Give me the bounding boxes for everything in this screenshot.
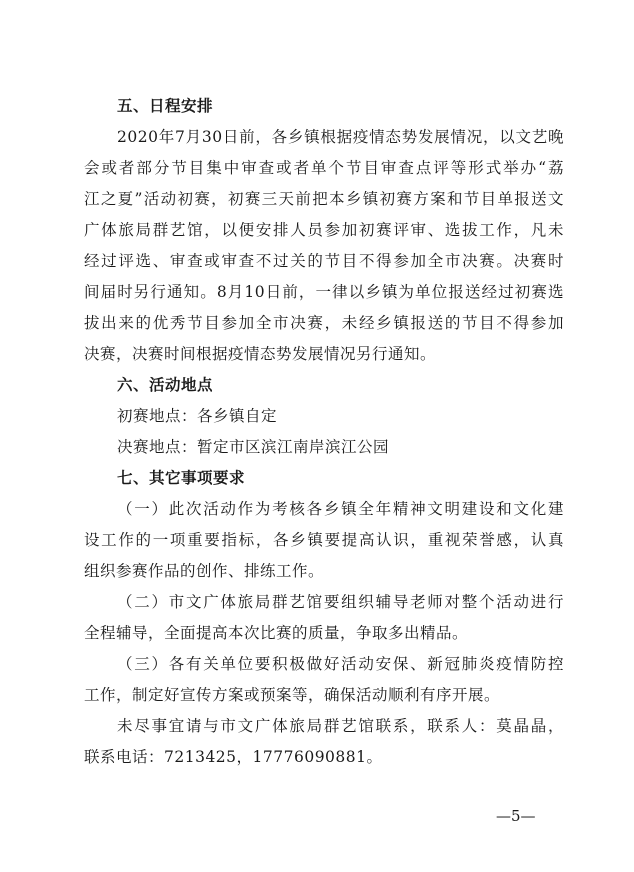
item-line: 工作，制定好宣传方案或预案等，确保活动顺利有序开展。 [84, 686, 501, 704]
prelim-location: 初赛地点：各乡镇自定 [117, 407, 278, 425]
paragraph-line: 会或者部分节目集中审查或者单个节目审查点评等形式举办“荔 [84, 159, 564, 177]
paragraph-line: 决赛，决赛时间根据疫情态势发展情况另行通知。 [84, 345, 437, 363]
final-location: 决赛地点：暂定市区滨江南岸滨江公园 [117, 438, 390, 456]
item-line: （三）各有关单位要积极做好活动安保、新冠肺炎疫情防控 [117, 655, 564, 673]
contact-line: 联系电话：7213425，17776090881。 [84, 748, 383, 766]
contact-line: 未尽事宜请与市文广体旅局群艺馆联系，联系人：莫晶晶， [117, 717, 564, 735]
paragraph-line: 2020年7月30日前，各乡镇根据疫情态势发展情况，以文艺晚 [117, 128, 564, 146]
item-line: 全程辅导，全面提高本次比赛的质量，争取多出精品。 [84, 624, 469, 642]
paragraph-line: 经过评选、审查或审查不过关的节目不得参加全市决赛。决赛时 [84, 252, 564, 270]
item-line: （二）市文广体旅局群艺馆要组织辅导老师对整个活动进行 [117, 593, 564, 611]
item-line: 设工作的一项重要指标，各乡镇要提高认识，重视荣誉感，认真 [84, 531, 564, 549]
paragraph-line: 拔出来的优秀节目参加全市决赛，未经乡镇报送的节目不得参加 [84, 314, 564, 332]
paragraph-line: 间届时另行通知。8月10日前，一律以乡镇为单位报送经过初赛选 [84, 283, 564, 301]
item-line: （一）此次活动作为考核各乡镇全年精神文明建设和文化建 [117, 500, 564, 518]
paragraph-line: 江之夏”活动初赛，初赛三天前把本乡镇初赛方案和节目单报送文 [84, 190, 564, 208]
section-heading-schedule: 五、日程安排 [117, 97, 214, 115]
paragraph-line: 广体旅局群艺馆，以便安排人员参加初赛评审、选拔工作，凡未 [84, 221, 564, 239]
section-heading-other-requirements: 七、其它事项要求 [117, 469, 246, 487]
section-heading-location: 六、活动地点 [117, 376, 214, 394]
page-number: —5— [496, 807, 536, 825]
item-line: 组织参赛作品的创作、排练工作。 [84, 562, 325, 580]
